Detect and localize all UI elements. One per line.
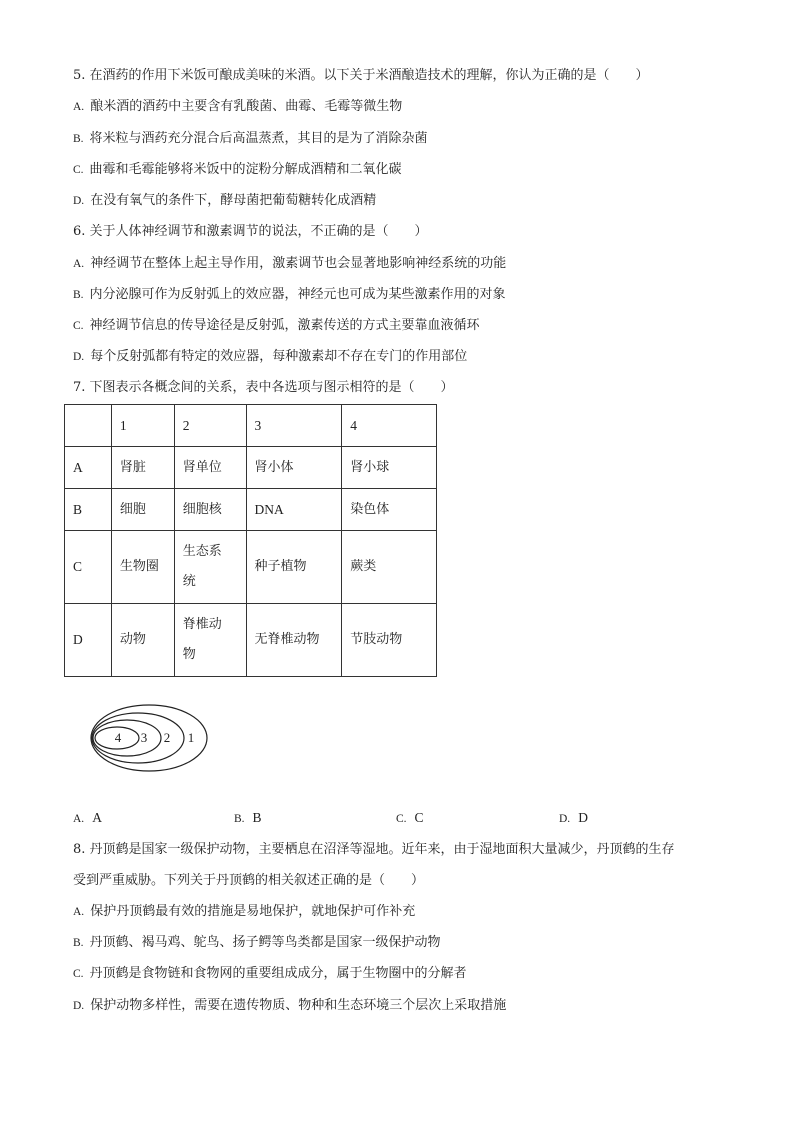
q5-option-c[interactable] bbox=[73, 162, 402, 178]
choice-value: D bbox=[578, 810, 588, 825]
choice-value: C bbox=[414, 810, 424, 825]
concept-table bbox=[64, 404, 437, 677]
option-text: 每个反射弧都有特定的效应器，每种激素却不存在专门的作用部位 bbox=[90, 349, 468, 364]
table-header-cell: 2 bbox=[174, 405, 246, 447]
table-cell: 生态系统 bbox=[174, 531, 246, 604]
table-cell: A bbox=[65, 447, 112, 489]
table-cell: 生物圈 bbox=[111, 531, 174, 604]
option-letter: D. bbox=[73, 195, 85, 207]
q8-option-a[interactable] bbox=[73, 904, 415, 920]
nested-ellipses-diagram bbox=[90, 702, 210, 772]
option-letter: A. bbox=[73, 101, 85, 113]
choice-value: B bbox=[252, 810, 262, 825]
table-cell: 脊椎动物 bbox=[174, 604, 246, 677]
option-letter: A. bbox=[73, 906, 85, 918]
table-cell: C bbox=[65, 531, 112, 604]
table-cell: 染色体 bbox=[342, 489, 437, 531]
q6-option-a[interactable] bbox=[73, 256, 506, 272]
table-header-cell: 4 bbox=[342, 405, 437, 447]
ellipse-label-1: 1 bbox=[187, 730, 195, 745]
table-cell: 细胞核 bbox=[174, 489, 246, 531]
table-cell bbox=[65, 405, 112, 447]
option-text: 神经调节信息的传导途径是反射弧，激素传送的方式主要靠血液循环 bbox=[89, 318, 480, 333]
option-letter: B. bbox=[73, 289, 84, 301]
q7-stem: 7. 下图表示各概念间的关系，表中各选项与图示相符的是（ ） bbox=[73, 380, 454, 395]
option-letter: B. bbox=[73, 133, 84, 145]
table-cell: 蕨类 bbox=[342, 531, 437, 604]
option-text: 保护动物多样性，需要在遗传物质、物种和生态环境三个层次上采取措施 bbox=[90, 998, 507, 1013]
q7-choice-d[interactable] bbox=[559, 810, 588, 826]
table-cell: DNA bbox=[246, 489, 342, 531]
q8-stem-line2: 受到严重威胁。下列关于丹顶鹤的相关叙述正确的是（ ） bbox=[73, 873, 425, 888]
option-text: 酿米酒的酒药中主要含有乳酸菌、曲霉、毛霉等微生物 bbox=[90, 99, 403, 114]
option-letter: D. bbox=[73, 1000, 85, 1012]
q8-option-d[interactable] bbox=[73, 998, 506, 1014]
option-text: 神经调节在整体上起主导作用，激素调节也会显著地影响神经系统的功能 bbox=[90, 256, 507, 271]
table-cell: B bbox=[65, 489, 112, 531]
choice-label: C. bbox=[396, 813, 407, 825]
q8-stem-line1: 8. 丹顶鹤是国家一级保护动物，主要栖息在沼泽等湿地。近年来，由于湿地面积大量减少，丹顶鹤的生存 bbox=[73, 842, 675, 857]
option-letter: C. bbox=[73, 320, 84, 332]
table-cell: 无脊椎动物 bbox=[246, 604, 342, 677]
table-header-cell: 3 bbox=[246, 405, 342, 447]
q7-choice-a[interactable] bbox=[73, 810, 102, 826]
q7-choice-b[interactable] bbox=[234, 810, 262, 826]
q7-answer-choices bbox=[73, 810, 713, 828]
option-letter: D. bbox=[73, 351, 85, 363]
ellipse-label-4: 4 bbox=[114, 730, 122, 745]
option-letter: C. bbox=[73, 968, 84, 980]
table-header-cell: 1 bbox=[111, 405, 174, 447]
table-cell: 动物 bbox=[111, 604, 174, 677]
option-text: 保护丹顶鹤最有效的措施是易地保护，就地保护可作补充 bbox=[90, 904, 416, 919]
choice-label: A. bbox=[73, 813, 85, 825]
table-cell: 节肢动物 bbox=[342, 604, 437, 677]
choice-value: A bbox=[92, 810, 102, 825]
q8-option-c[interactable] bbox=[73, 966, 467, 982]
q6-stem: 6. 关于人体神经调节和激素调节的说法，不正确的是（ ） bbox=[73, 224, 428, 239]
choice-label: D. bbox=[559, 813, 571, 825]
table-row bbox=[65, 604, 437, 677]
table-row bbox=[65, 489, 437, 531]
table-cell: 细胞 bbox=[111, 489, 174, 531]
table-cell: 肾小体 bbox=[246, 447, 342, 489]
table-cell: 肾小球 bbox=[342, 447, 437, 489]
table-cell: 种子植物 bbox=[246, 531, 342, 604]
q6-option-c[interactable] bbox=[73, 318, 480, 334]
q7-choice-c[interactable] bbox=[396, 810, 424, 826]
option-letter: C. bbox=[73, 164, 84, 176]
option-text: 内分泌腺可作为反射弧上的效应器，神经元也可成为某些激素作用的对象 bbox=[89, 287, 506, 302]
ellipse-label-3: 3 bbox=[140, 730, 148, 745]
option-text: 丹顶鹤是食物链和食物网的重要组成成分，属于生物圈中的分解者 bbox=[89, 966, 467, 981]
table-row bbox=[65, 447, 437, 489]
q8-option-b[interactable] bbox=[73, 935, 441, 951]
ellipse-3 bbox=[93, 720, 161, 756]
table-row bbox=[65, 531, 437, 604]
option-letter: A. bbox=[73, 258, 85, 270]
q6-option-d[interactable] bbox=[73, 349, 467, 365]
option-text: 丹顶鹤、褐马鸡、鸵鸟、扬子鳄等鸟类都是国家一级保护动物 bbox=[89, 935, 441, 950]
table-cell: 肾单位 bbox=[174, 447, 246, 489]
ellipse-label-2: 2 bbox=[163, 730, 171, 745]
option-text: 曲霉和毛霉能够将米饭中的淀粉分解成酒精和二氧化碳 bbox=[89, 162, 402, 177]
option-letter: B. bbox=[73, 937, 84, 949]
table-cell: 肾脏 bbox=[111, 447, 174, 489]
q5-option-a[interactable] bbox=[73, 99, 402, 115]
q5-option-d[interactable] bbox=[73, 193, 376, 209]
option-text: 在没有氧气的条件下，酵母菌把葡萄糖转化成酒精 bbox=[90, 193, 377, 208]
table-cell: D bbox=[65, 604, 112, 677]
q5-option-b[interactable] bbox=[73, 131, 428, 147]
table-header-row bbox=[65, 405, 437, 447]
choice-label: B. bbox=[234, 813, 245, 825]
q6-option-b[interactable] bbox=[73, 287, 506, 303]
q5-stem: 5. 在酒药的作用下米饭可酿成美味的米酒。以下关于米酒酿造技术的理解，你认为正确的是（ ） bbox=[73, 68, 649, 83]
option-text: 将米粒与酒药充分混合后高温蒸煮，其目的是为了消除杂菌 bbox=[89, 131, 428, 146]
